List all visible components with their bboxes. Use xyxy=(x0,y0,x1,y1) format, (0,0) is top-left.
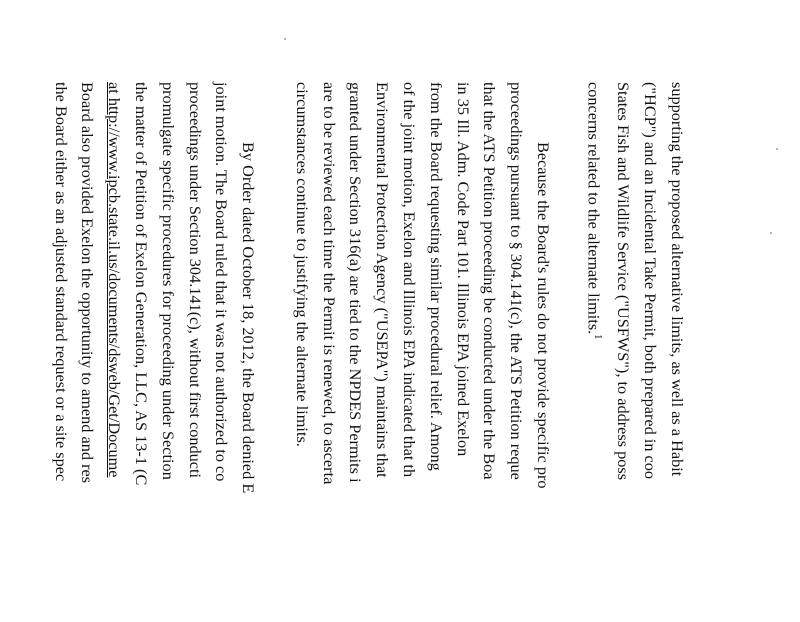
doc-line: ("HCP") and an Incidental Take Permit, both prepared in coo xyxy=(641,82,661,480)
document-url-link[interactable]: at http://www.ipcb.state.il.us/documents/dsweb/Get/Docume xyxy=(105,82,125,478)
doc-line: Board also provided Exelon the opportunity to amend and res xyxy=(78,82,98,484)
doc-line: Because the Board's rules do not provide specific pro xyxy=(534,142,554,489)
rotated-text-region xyxy=(51,82,690,622)
doc-line: supporting the proposed alternative limits, as well as a Habit xyxy=(668,82,687,477)
blank-line xyxy=(261,82,288,622)
footnote-marker: 1 xyxy=(591,334,603,340)
doc-line: the Board either as an adjusted standard request or a site spec xyxy=(51,82,71,482)
doc-line: from the Board requesting similar procedural relief. Among xyxy=(426,82,446,471)
doc-line: By Order dated October 18, 2012, the Board denied E xyxy=(239,142,259,494)
doc-line: promulgate specific procedures for proceeding under Section xyxy=(158,82,178,480)
doc-line: concerns related to the alternate limits.$^1$ xyxy=(584,82,604,340)
doc-line: granted under Section 316(a) are tied to the NPDES Permits i xyxy=(346,82,366,483)
scan-speck xyxy=(770,232,772,234)
doc-line: joint motion. The Board ruled that it was not authorized to co xyxy=(212,82,232,482)
doc-line: are to be reviewed each time the Permit is renewed, to ascerta xyxy=(319,82,339,485)
document-body xyxy=(47,82,690,622)
doc-line: proceedings pursuant to § 304.141(c), the ATS Petition reque xyxy=(507,82,527,480)
scan-speck xyxy=(284,38,286,40)
doc-line: of the joint motion, Exelon and Illinois EPA indicated that th xyxy=(400,82,420,478)
doc-line: proceedings under Section 304.141(c), without first conducti xyxy=(185,82,205,479)
blank-line xyxy=(556,82,583,622)
doc-line: States Fish and Wildlife Service ("USFWS"), to address poss xyxy=(614,82,634,481)
doc-line: circumstances continue to justifying the alternate limits. xyxy=(292,82,312,447)
doc-line: the matter of Petition of Exelon Generation, LLC, AS 13-1 (C xyxy=(132,82,152,486)
doc-line: in 35 Ill. Adm. Code Part 101. Illinois EPA joined Exelon xyxy=(453,82,473,457)
doc-line: Environmental Protection Agency ("USEPA") maintains that xyxy=(373,82,393,478)
doc-line: that the ATS Petition proceeding be conducted under the Boa xyxy=(480,82,500,480)
scan-speck xyxy=(776,148,778,150)
